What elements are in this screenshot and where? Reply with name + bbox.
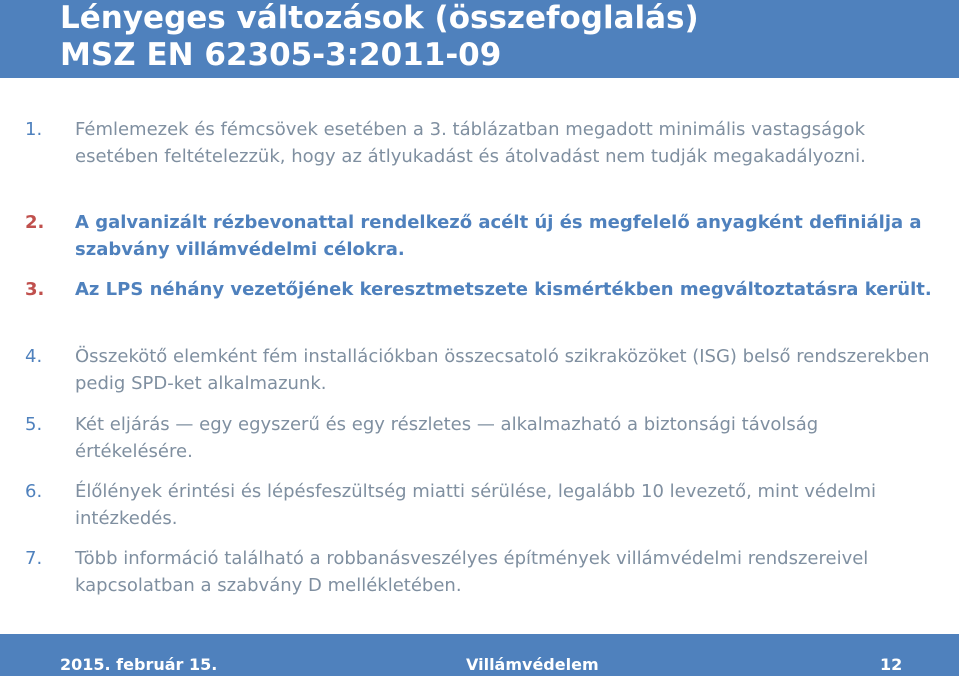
list-item-text: Élőlények érintési és lépésfeszültség miatti sérülése, legalább 10 levezető, mint védelmi intézkedés. (75, 481, 877, 529)
list-item-number: 1. (25, 119, 43, 140)
list-item-text: Több információ található a robbanásveszélyes építmények villámvédelmi rendszereivel kapcsolatban a szabvány D mellékletében. (75, 548, 869, 596)
footer-date: 2015. február 15. (60, 655, 218, 674)
list-item-text: A galvanizált rézbevonattal rendelkező acélt új és megfelelő anyagként definiálja a szabvány villámvédelmi célokra. (75, 212, 922, 260)
list-item-number: 2. (25, 212, 45, 233)
list-item-number: 7. (25, 548, 43, 569)
list-item-text: Összekötő elemként fém installációkban összecsatoló szikraközöket (ISG) belső rendszerekben pedig SPD-ket alkalmazunk. (75, 346, 930, 394)
footer-topic: Villámvédelem (466, 655, 599, 674)
page-number: 12 (880, 655, 903, 674)
list-item-text: Az LPS néhány vezetőjének keresztmetszete kismértékben megváltoztatásra került. (75, 279, 932, 300)
slide-title-line-1: Lényeges változások (összefoglalás) (60, 0, 699, 36)
slide-title-line-2: MSZ EN 62305-3:2011-09 (60, 37, 502, 73)
list-item-text: Fémlemezek és fémcsövek esetében a 3. táblázatban megadott minimális vastagságok esetében feltételezzük, hogy az átlyukadást és átolvadást nem tudják megakadályozni. (75, 119, 866, 167)
list-item-number: 6. (25, 481, 43, 502)
list-item-number: 5. (25, 414, 43, 435)
list-item-number: 3. (25, 279, 45, 300)
slide-title (60, 0, 950, 74)
list-item-number: 4. (25, 346, 43, 367)
list-item-text: Két eljárás — egy egyszerű és egy részletes — alkalmazható a biztonsági távolság értékelésére. (75, 414, 819, 462)
